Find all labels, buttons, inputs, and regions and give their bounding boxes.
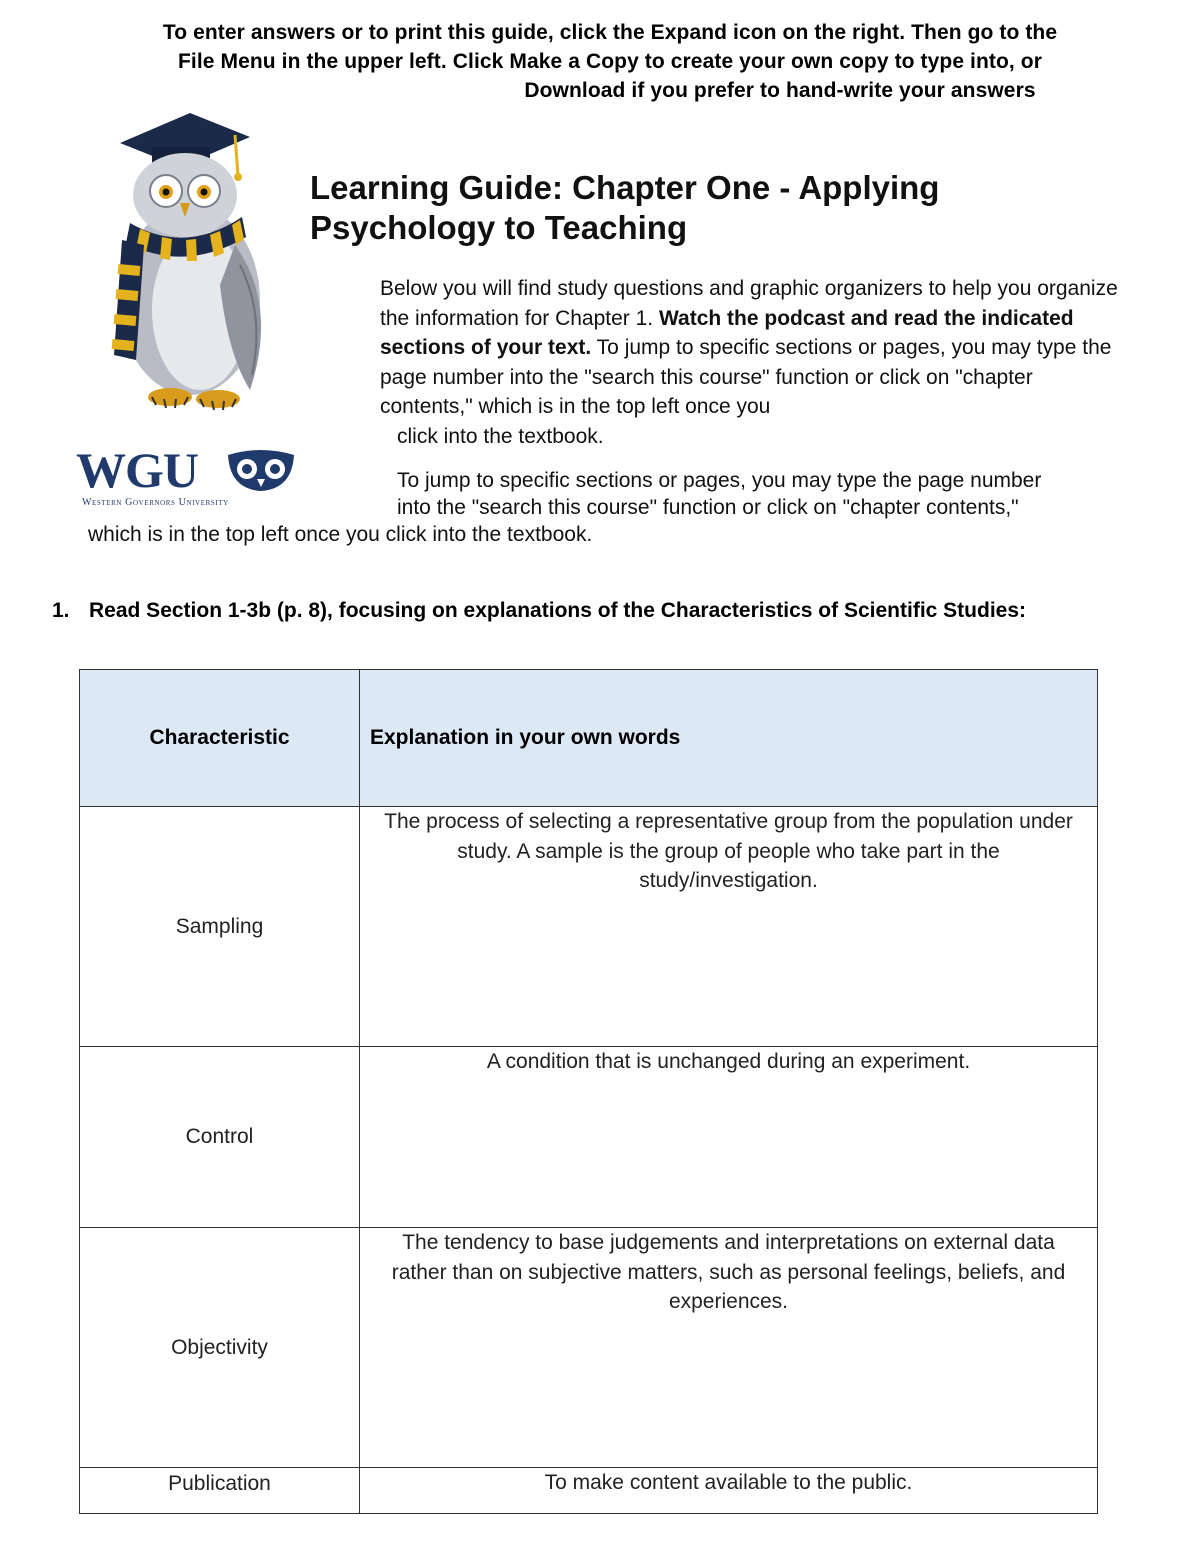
notice-line-2: File Menu in the upper left. Click Make a Copy to create your own copy to type into, or — [178, 50, 1042, 73]
intro-text-end: click into the textbook. — [397, 424, 604, 448]
page-title-line-1: Learning Guide: Chapter One - Applying — [310, 169, 940, 206]
intro-paragraph — [380, 274, 1130, 451]
intro-text: Below you will find study questions and graphic organizers to help you organize the information for Chapter 1. — [380, 277, 1118, 330]
explanation-cell[interactable]: The tendency to base judgements and interpretations on external data rather than on subjective matters, such as personal feelings, beliefs, and experiences. — [360, 1228, 1098, 1468]
explanation-cell[interactable]: A condition that is unchanged during an experiment. — [360, 1047, 1098, 1228]
page-title-line-2: Psychology to Teaching — [310, 209, 688, 246]
explanation-cell[interactable]: To make content available to the public. — [360, 1468, 1098, 1514]
explanation-cell[interactable]: The process of selecting a representative group from the population under study. A sample is the group of people who take part in the study/investigation. — [360, 807, 1098, 1047]
notice-line-3: Download if you prefer to hand-write your answers — [524, 79, 1036, 102]
page-title — [310, 168, 1070, 248]
wgu-logo-subtitle: Western Governors University — [82, 497, 229, 508]
wgu-logo-wordmark: WGU — [76, 442, 198, 498]
instructions-notice — [90, 18, 1130, 105]
navigation-paragraph-line-2: into the "search this course" function or click on "chapter contents," — [397, 496, 1019, 519]
characteristics-table — [79, 669, 1098, 1514]
table-row — [80, 1047, 1098, 1228]
question-number: 1. — [52, 599, 70, 622]
intro-text-continued: To jump to specific sections or pages, you may type the page number into the "search this course" function or click on "chapter contents," which is in the top left once you — [380, 336, 1112, 418]
header-characteristic: Characteristic — [80, 670, 360, 807]
owl-mascot-illustration — [100, 105, 280, 415]
navigation-paragraph — [88, 467, 1138, 548]
notice-line-1: To enter answers or to print this guide, click the Expand icon on the right. Then go to the — [162, 21, 1058, 44]
question-text: Read Section 1-3b (p. 8), focusing on explanations of the Characteristics of Scientific Studies: — [89, 599, 1027, 622]
characteristic-cell: Sampling — [80, 807, 360, 1047]
header-explanation: Explanation in your own words — [360, 670, 1098, 807]
characteristic-cell: Objectivity — [80, 1228, 360, 1468]
intro-bold-instruction: Watch the podcast and read the indicated sections of your text. — [380, 306, 1074, 359]
characteristic-cell: Control — [80, 1047, 360, 1228]
navigation-paragraph-line-3: which is in the top left once you click into the textbook. — [88, 523, 593, 546]
table-header-row — [80, 670, 1098, 807]
question-1 — [52, 596, 1082, 625]
navigation-paragraph-line-1: To jump to specific sections or pages, you may type the page number — [397, 469, 1042, 492]
table-row — [80, 807, 1098, 1047]
characteristic-cell: Publication — [80, 1468, 360, 1514]
table-row — [80, 1468, 1098, 1514]
table-row — [80, 1228, 1098, 1468]
